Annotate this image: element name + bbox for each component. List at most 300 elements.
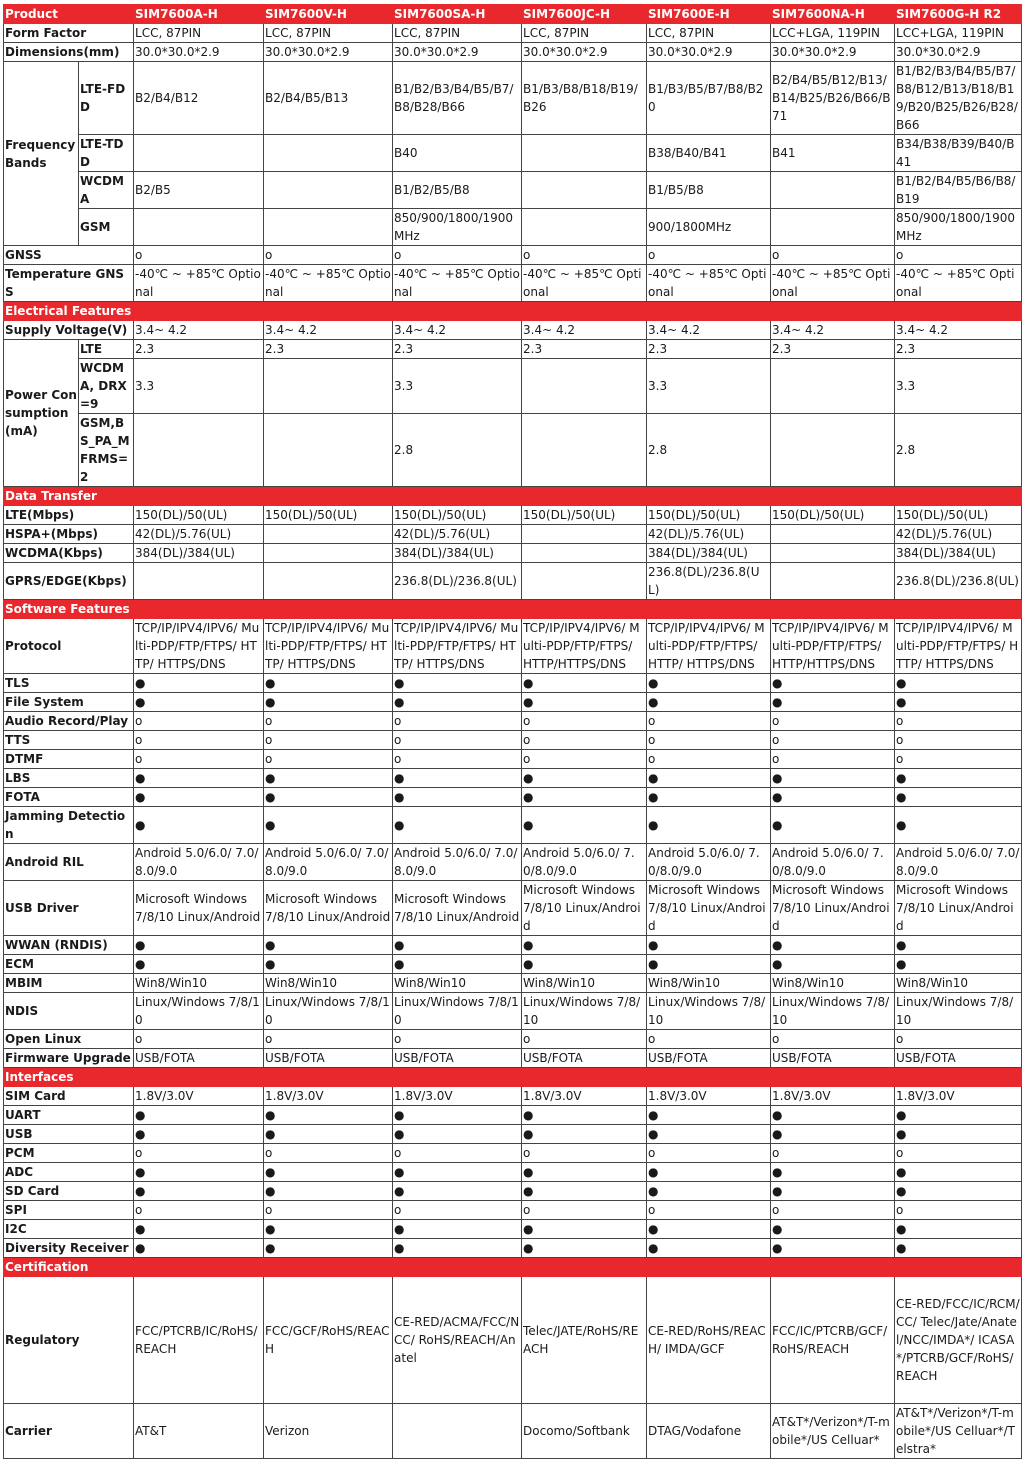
row-label: USB <box>4 1125 134 1144</box>
interface-row <box>4 1106 1022 1125</box>
row-label: Jamming Detection <box>4 807 134 844</box>
value-cell: ● <box>771 1125 895 1144</box>
value-cell <box>264 525 393 544</box>
value-cell: ● <box>771 955 895 974</box>
value-cell: ● <box>134 693 264 712</box>
value-cell: ● <box>522 674 647 693</box>
value-cell <box>264 135 393 172</box>
value-cell <box>134 209 264 246</box>
value-cell: Microsoft Windows 7/8/10 Linux/Android <box>771 881 895 936</box>
row-label: SD Card <box>4 1182 134 1201</box>
row-label: ECM <box>4 955 134 974</box>
value-cell: USB/FOTA <box>771 1049 895 1068</box>
row-label: WCDMA(Kbps) <box>4 544 134 563</box>
product-name: SIM7600G-H R2 <box>895 5 1022 24</box>
interface-row <box>4 1125 1022 1144</box>
value-cell: B1/B5/B8 <box>647 172 771 209</box>
value-cell: o <box>895 750 1022 769</box>
value-cell: ● <box>393 936 522 955</box>
value-cell: ● <box>895 1163 1022 1182</box>
value-cell: o <box>522 1201 647 1220</box>
row-label: SPI <box>4 1201 134 1220</box>
band-sublabel: WCDMA <box>79 172 134 209</box>
value-cell: o <box>522 712 647 731</box>
value-cell: ● <box>895 955 1022 974</box>
value-cell: ● <box>522 1239 647 1258</box>
value-cell <box>771 563 895 600</box>
value-cell: ● <box>134 1163 264 1182</box>
value-cell: B1/B2/B5/B8 <box>393 172 522 209</box>
value-cell: 1.8V/3.0V <box>264 1087 393 1106</box>
value-cell: 150(DL)/50(UL) <box>647 506 771 525</box>
section-data-transfer <box>4 487 1022 506</box>
value-cell: 42(DL)/5.76(UL) <box>647 525 771 544</box>
value-cell: ● <box>771 788 895 807</box>
value-cell: Android 5.0/6.0/ 7.0/8.0/9.0 <box>134 844 264 881</box>
value-cell: o <box>264 712 393 731</box>
value-cell: 2.8 <box>393 414 522 487</box>
value-cell: ● <box>647 769 771 788</box>
value-cell: B2/B5 <box>134 172 264 209</box>
value-cell: ● <box>393 955 522 974</box>
value-cell: -40℃ ~ +85℃ Optional <box>134 265 264 302</box>
value-cell: o <box>771 731 895 750</box>
value-cell: -40℃ ~ +85℃ Optional <box>771 265 895 302</box>
value-cell <box>771 209 895 246</box>
value-cell: 3.3 <box>895 359 1022 414</box>
value-cell: ● <box>522 955 647 974</box>
row-label: TLS <box>4 674 134 693</box>
value-cell: ● <box>264 1182 393 1201</box>
value-cell: 30.0*30.0*2.9 <box>393 43 522 62</box>
value-cell: ● <box>522 1220 647 1239</box>
row-label: File System <box>4 693 134 712</box>
value-cell: Android 5.0/6.0/ 7.0/8.0/9.0 <box>895 844 1022 881</box>
value-cell: CE-RED/FCC/IC/RCM/CC/ Telec/Jate/Anatel/NCC/IMDA*/ ICASA*/PTCRB/GCF/RoHS/ REACH <box>895 1277 1022 1404</box>
section-title: Data Transfer <box>4 487 1022 506</box>
value-cell: 2.3 <box>522 340 647 359</box>
value-cell: ● <box>522 769 647 788</box>
value-cell: o <box>895 1144 1022 1163</box>
software-row <box>4 955 1022 974</box>
value-cell <box>522 209 647 246</box>
value-cell: o <box>895 731 1022 750</box>
software-row <box>4 788 1022 807</box>
value-cell: ● <box>771 1220 895 1239</box>
value-cell: 384(DL)/384(UL) <box>134 544 264 563</box>
section-title: Certification <box>4 1258 1022 1277</box>
interface-row <box>4 1182 1022 1201</box>
value-cell: B1/B2/B4/B5/B6/B8/B19 <box>895 172 1022 209</box>
value-cell: o <box>771 750 895 769</box>
value-cell: ● <box>895 1125 1022 1144</box>
product-name: SIM7600E-H <box>647 5 771 24</box>
value-cell: o <box>393 1201 522 1220</box>
value-cell: ● <box>522 1182 647 1201</box>
value-cell: B34/B38/B39/B40/B41 <box>895 135 1022 172</box>
value-cell <box>264 359 393 414</box>
value-cell: ● <box>647 1163 771 1182</box>
value-cell: TCP/IP/IPV4/IPV6/ Multi-PDP/FTP/FTPS/ HTTP/ HTTPS/DNS <box>134 619 264 674</box>
value-cell: ● <box>647 1182 771 1201</box>
temperature-row <box>4 265 1022 302</box>
value-cell: o <box>393 1144 522 1163</box>
value-cell: Microsoft Windows 7/8/10 Linux/Android <box>264 881 393 936</box>
value-cell: ● <box>134 955 264 974</box>
value-cell: 2.3 <box>393 340 522 359</box>
value-cell: 384(DL)/384(UL) <box>393 544 522 563</box>
value-cell: FCC/IC/PTCRB/GCF/ RoHS/REACH <box>771 1277 895 1404</box>
value-cell: 150(DL)/50(UL) <box>771 506 895 525</box>
row-label: GNSS <box>4 246 134 265</box>
value-cell: ● <box>134 1239 264 1258</box>
value-cell: B38/B40/B41 <box>647 135 771 172</box>
row-label: Regulatory <box>4 1277 134 1404</box>
value-cell: 3.4~ 4.2 <box>647 321 771 340</box>
section-electrical <box>4 302 1022 321</box>
row-label: Form Factor <box>4 24 134 43</box>
value-cell: B1/B2/B3/B4/B5/B7/B8/B12/B13/B18/B19/B20/B25/B26/B28/B66 <box>895 62 1022 135</box>
wcdma-row <box>4 172 1022 209</box>
value-cell: o <box>647 731 771 750</box>
value-cell: ● <box>522 1125 647 1144</box>
value-cell: USB/FOTA <box>522 1049 647 1068</box>
value-cell: Android 5.0/6.0/ 7.0/8.0/9.0 <box>264 844 393 881</box>
value-cell: ● <box>264 1220 393 1239</box>
value-cell <box>264 563 393 600</box>
value-cell: o <box>647 1201 771 1220</box>
row-label: ADC <box>4 1163 134 1182</box>
value-cell: o <box>647 712 771 731</box>
row-label: FOTA <box>4 788 134 807</box>
gnss-row <box>4 246 1022 265</box>
value-cell: Verizon <box>264 1404 393 1459</box>
band-sublabel: LTE-FDD <box>79 62 134 135</box>
value-cell: ● <box>522 693 647 712</box>
value-cell: USB/FOTA <box>647 1049 771 1068</box>
value-cell: B2/B4/B5/B12/B13/B14/B25/B26/B66/B71 <box>771 62 895 135</box>
value-cell: Microsoft Windows 7/8/10 Linux/Android <box>895 881 1022 936</box>
value-cell: ● <box>264 693 393 712</box>
value-cell: o <box>522 731 647 750</box>
interface-row <box>4 1163 1022 1182</box>
value-cell: 1.8V/3.0V <box>393 1087 522 1106</box>
value-cell: ● <box>771 1106 895 1125</box>
row-label: Supply Voltage(V) <box>4 321 134 340</box>
value-cell: ● <box>134 1106 264 1125</box>
value-cell: ● <box>895 769 1022 788</box>
section-certification <box>4 1258 1022 1277</box>
section-interfaces <box>4 1068 1022 1087</box>
value-cell: LCC, 87PIN <box>134 24 264 43</box>
value-cell: o <box>393 1030 522 1049</box>
value-cell <box>522 414 647 487</box>
value-cell: Microsoft Windows 7/8/10 Linux/Android <box>393 881 522 936</box>
value-cell: o <box>134 731 264 750</box>
row-label: Android RIL <box>4 844 134 881</box>
value-cell: ● <box>895 788 1022 807</box>
value-cell <box>522 563 647 600</box>
value-cell: ● <box>771 674 895 693</box>
value-cell: TCP/IP/IPV4/IPV6/ Multi-PDP/FTP/FTPS/ HTTP/ HTTPS/DNS <box>895 619 1022 674</box>
value-cell: o <box>771 712 895 731</box>
value-cell: o <box>264 731 393 750</box>
header-label: Product <box>4 5 134 24</box>
value-cell: ● <box>522 1163 647 1182</box>
software-row <box>4 881 1022 936</box>
value-cell: ● <box>771 936 895 955</box>
frequency-bands-label: Frequency Bands <box>4 62 79 246</box>
section-title: Electrical Features <box>4 302 1022 321</box>
value-cell: ● <box>393 1182 522 1201</box>
software-row <box>4 769 1022 788</box>
value-cell: 384(DL)/384(UL) <box>647 544 771 563</box>
value-cell: 3.4~ 4.2 <box>771 321 895 340</box>
value-cell: 900/1800MHz <box>647 209 771 246</box>
value-cell: ● <box>264 788 393 807</box>
value-cell <box>134 135 264 172</box>
header-row <box>4 5 1022 24</box>
value-cell: ● <box>264 955 393 974</box>
value-cell: ● <box>134 1125 264 1144</box>
value-cell: o <box>895 712 1022 731</box>
value-cell: 3.4~ 4.2 <box>393 321 522 340</box>
value-cell: o <box>264 246 393 265</box>
value-cell: TCP/IP/IPV4/IPV6/ Multi-PDP/FTP/FTPS/ HTTP/HTTPS/DNS <box>522 619 647 674</box>
value-cell: CE-RED/ACMA/FCC/NCC/ RoHS/REACH/Anatel <box>393 1277 522 1404</box>
value-cell: 30.0*30.0*2.9 <box>264 43 393 62</box>
value-cell: o <box>895 1030 1022 1049</box>
value-cell: o <box>647 1030 771 1049</box>
interface-row <box>4 1220 1022 1239</box>
value-cell: ● <box>393 769 522 788</box>
value-cell: ● <box>134 807 264 844</box>
value-cell <box>522 135 647 172</box>
value-cell: 384(DL)/384(UL) <box>895 544 1022 563</box>
value-cell: Win8/Win10 <box>393 974 522 993</box>
value-cell: AT&T*/Verizon*/T-mobile*/US Celluar*/Telstra* <box>895 1404 1022 1459</box>
value-cell: o <box>134 1144 264 1163</box>
value-cell: ● <box>895 693 1022 712</box>
row-label: SIM Card <box>4 1087 134 1106</box>
value-cell: o <box>647 246 771 265</box>
band-sublabel: GSM <box>79 209 134 246</box>
row-label: LTE(Mbps) <box>4 506 134 525</box>
value-cell: ● <box>264 1163 393 1182</box>
value-cell: o <box>134 750 264 769</box>
value-cell: o <box>264 1144 393 1163</box>
value-cell <box>264 544 393 563</box>
software-row <box>4 619 1022 674</box>
section-software <box>4 600 1022 619</box>
data-row <box>4 506 1022 525</box>
value-cell: 3.3 <box>393 359 522 414</box>
value-cell <box>264 414 393 487</box>
row-label: LBS <box>4 769 134 788</box>
value-cell: LCC, 87PIN <box>264 24 393 43</box>
value-cell: ● <box>895 1106 1022 1125</box>
value-cell: ● <box>264 674 393 693</box>
value-cell: ● <box>895 807 1022 844</box>
value-cell: Linux/Windows 7/8/10 <box>522 993 647 1030</box>
value-cell <box>393 1404 522 1459</box>
value-cell: ● <box>393 1239 522 1258</box>
value-cell: ● <box>771 693 895 712</box>
lte-tdd-row <box>4 135 1022 172</box>
value-cell: B41 <box>771 135 895 172</box>
value-cell: LCC+LGA, 119PIN <box>771 24 895 43</box>
software-row <box>4 1030 1022 1049</box>
value-cell <box>771 172 895 209</box>
value-cell <box>522 172 647 209</box>
value-cell: -40℃ ~ +85℃ Optional <box>393 265 522 302</box>
value-cell: o <box>134 1201 264 1220</box>
row-label: Firmware Upgrade <box>4 1049 134 1068</box>
value-cell: o <box>522 246 647 265</box>
power-sublabel: WCDMA, DRX=9 <box>79 359 134 414</box>
value-cell: ● <box>895 1220 1022 1239</box>
software-row <box>4 807 1022 844</box>
software-row <box>4 750 1022 769</box>
value-cell: 30.0*30.0*2.9 <box>771 43 895 62</box>
value-cell: ● <box>264 1125 393 1144</box>
value-cell: B2/B4/B12 <box>134 62 264 135</box>
value-cell: B2/B4/B5/B13 <box>264 62 393 135</box>
value-cell <box>522 525 647 544</box>
value-cell: Microsoft Windows 7/8/10 Linux/Android <box>522 881 647 936</box>
product-name: SIM7600NA-H <box>771 5 895 24</box>
value-cell: ● <box>393 1106 522 1125</box>
value-cell: ● <box>647 1106 771 1125</box>
section-title: Software Features <box>4 600 1022 619</box>
value-cell: o <box>771 1144 895 1163</box>
value-cell: 3.4~ 4.2 <box>522 321 647 340</box>
gsm-row <box>4 209 1022 246</box>
value-cell: Android 5.0/6.0/ 7.0/8.0/9.0 <box>522 844 647 881</box>
supply-voltage-row <box>4 321 1022 340</box>
value-cell: o <box>522 1030 647 1049</box>
value-cell: o <box>134 1030 264 1049</box>
value-cell: o <box>264 1030 393 1049</box>
value-cell: ● <box>895 1182 1022 1201</box>
value-cell: ● <box>647 936 771 955</box>
row-label: USB Driver <box>4 881 134 936</box>
value-cell: Linux/Windows 7/8/10 <box>895 993 1022 1030</box>
value-cell: LCC, 87PIN <box>647 24 771 43</box>
row-label: GPRS/EDGE(Kbps) <box>4 563 134 600</box>
value-cell: TCP/IP/IPV4/IPV6/ Multi-PDP/FTP/FTPS/ HTTP/ HTTPS/DNS <box>264 619 393 674</box>
row-label: Diversity Receiver <box>4 1239 134 1258</box>
value-cell: 2.3 <box>264 340 393 359</box>
value-cell: 1.8V/3.0V <box>647 1087 771 1106</box>
row-label: MBIM <box>4 974 134 993</box>
data-row <box>4 563 1022 600</box>
value-cell: 2.3 <box>647 340 771 359</box>
value-cell: DTAG/Vodafone <box>647 1404 771 1459</box>
interface-row <box>4 1087 1022 1106</box>
value-cell: ● <box>771 1163 895 1182</box>
regulatory-row <box>4 1277 1022 1404</box>
value-cell: o <box>895 1201 1022 1220</box>
value-cell: o <box>393 246 522 265</box>
product-name: SIM7600SA-H <box>393 5 522 24</box>
lte-fdd-row <box>4 62 1022 135</box>
value-cell: o <box>771 1201 895 1220</box>
value-cell: o <box>393 712 522 731</box>
value-cell: Linux/Windows 7/8/10 <box>647 993 771 1030</box>
value-cell: 30.0*30.0*2.9 <box>522 43 647 62</box>
value-cell: ● <box>393 674 522 693</box>
value-cell: USB/FOTA <box>264 1049 393 1068</box>
value-cell: Win8/Win10 <box>264 974 393 993</box>
interface-row <box>4 1144 1022 1163</box>
value-cell: o <box>134 712 264 731</box>
value-cell: ● <box>393 1220 522 1239</box>
value-cell: Microsoft Windows 7/8/10 Linux/Android <box>134 881 264 936</box>
value-cell <box>264 209 393 246</box>
value-cell: ● <box>393 807 522 844</box>
row-label: DTMF <box>4 750 134 769</box>
value-cell: 30.0*30.0*2.9 <box>647 43 771 62</box>
value-cell: 3.4~ 4.2 <box>264 321 393 340</box>
value-cell: Linux/Windows 7/8/10 <box>264 993 393 1030</box>
value-cell: ● <box>522 788 647 807</box>
value-cell: LCC, 87PIN <box>522 24 647 43</box>
value-cell: Win8/Win10 <box>647 974 771 993</box>
software-row <box>4 674 1022 693</box>
value-cell: o <box>647 1144 771 1163</box>
value-cell: ● <box>264 1106 393 1125</box>
value-cell: ● <box>264 936 393 955</box>
row-label: UART <box>4 1106 134 1125</box>
value-cell <box>771 544 895 563</box>
value-cell: 2.3 <box>771 340 895 359</box>
value-cell: o <box>771 1030 895 1049</box>
section-title: Interfaces <box>4 1068 1022 1087</box>
value-cell: 150(DL)/50(UL) <box>134 506 264 525</box>
software-row <box>4 936 1022 955</box>
value-cell: 850/900/1800/1900MHz <box>895 209 1022 246</box>
value-cell: 2.3 <box>895 340 1022 359</box>
row-label: Dimensions(mm) <box>4 43 134 62</box>
value-cell: ● <box>393 1125 522 1144</box>
value-cell: 30.0*30.0*2.9 <box>895 43 1022 62</box>
value-cell: Microsoft Windows 7/8/10 Linux/Android <box>647 881 771 936</box>
value-cell: USB/FOTA <box>895 1049 1022 1068</box>
value-cell <box>134 414 264 487</box>
value-cell: B40 <box>393 135 522 172</box>
value-cell: ● <box>522 807 647 844</box>
value-cell: -40℃ ~ +85℃ Optional <box>895 265 1022 302</box>
value-cell: o <box>393 750 522 769</box>
value-cell: Android 5.0/6.0/ 7.0/8.0/9.0 <box>647 844 771 881</box>
interface-row <box>4 1201 1022 1220</box>
value-cell: ● <box>647 1220 771 1239</box>
value-cell: 3.4~ 4.2 <box>134 321 264 340</box>
value-cell <box>771 359 895 414</box>
value-cell: 2.8 <box>895 414 1022 487</box>
value-cell: ● <box>771 1239 895 1258</box>
band-sublabel: LTE-TDD <box>79 135 134 172</box>
value-cell: o <box>522 750 647 769</box>
value-cell: TCP/IP/IPV4/IPV6/ Multi-PDP/FTP/FTPS/ HTTP/ HTTPS/DNS <box>647 619 771 674</box>
value-cell: 150(DL)/50(UL) <box>522 506 647 525</box>
value-cell: Telec/JATE/RoHS/REACH <box>522 1277 647 1404</box>
value-cell: -40℃ ~ +85℃ Optional <box>264 265 393 302</box>
value-cell: Win8/Win10 <box>522 974 647 993</box>
data-row <box>4 544 1022 563</box>
software-row <box>4 731 1022 750</box>
